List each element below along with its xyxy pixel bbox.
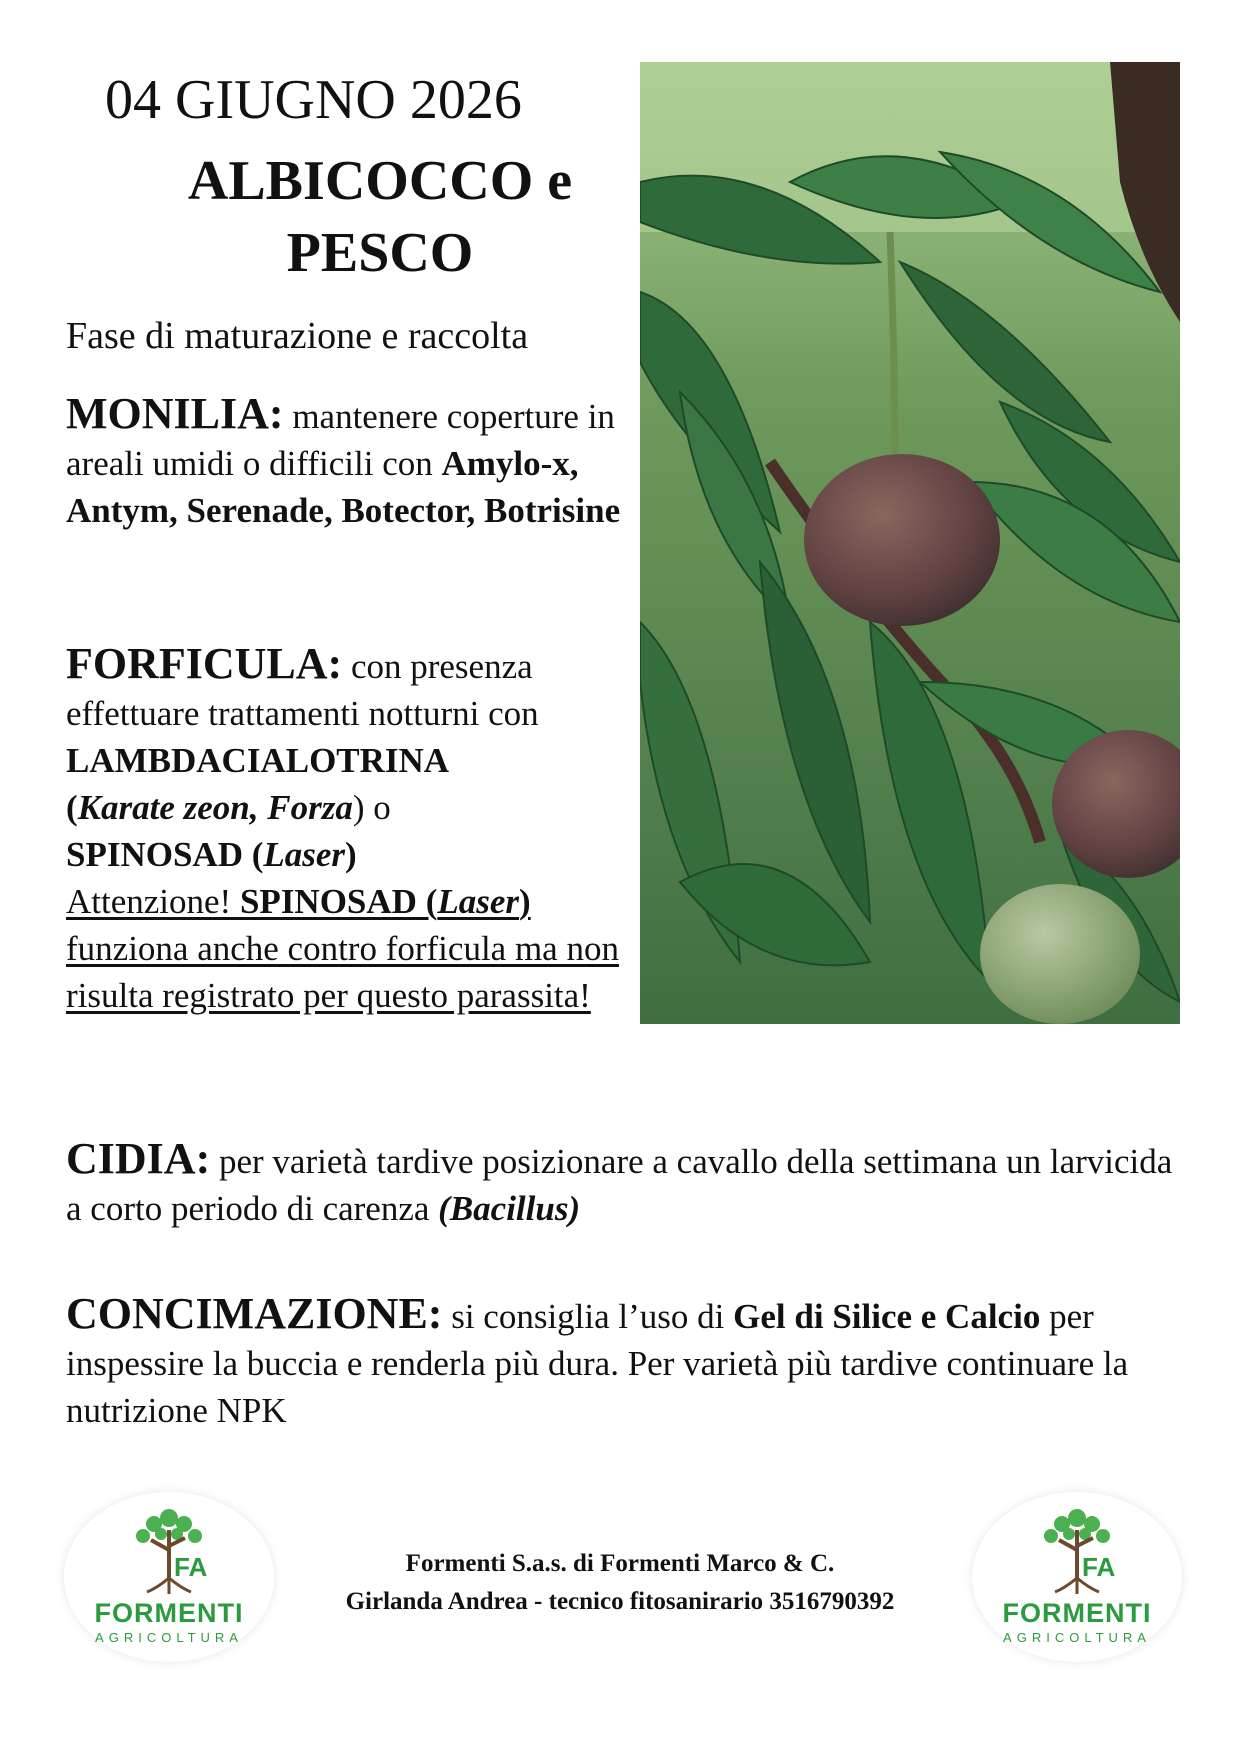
concimazione-text-2: per inspessire la buccia e renderla più dura. Per varietà più tardive continuare la nutrizione NPK bbox=[66, 1297, 1129, 1430]
title-line-1: ALBICOCCO e bbox=[187, 150, 573, 212]
cidia-heading: CIDIA: bbox=[66, 1134, 211, 1183]
forficula-products-1: Karate zeon, Forza bbox=[77, 788, 353, 827]
footer-contact bbox=[260, 1545, 980, 1621]
formenti-logo-right bbox=[972, 1492, 1182, 1662]
warning-start: Attenzione! bbox=[66, 882, 240, 921]
forficula-heading: FORFICULA: bbox=[66, 639, 343, 688]
logo-sub: AGRICOLTURA bbox=[95, 1630, 243, 1645]
warning-product: Laser bbox=[437, 882, 520, 921]
document-date: 04 GIUGNO 2026 bbox=[105, 69, 522, 131]
forficula-warning bbox=[66, 882, 619, 1015]
logo-name: FORMENTI bbox=[1002, 1598, 1152, 1628]
forficula-active-2: SPINOSAD ( bbox=[66, 835, 264, 874]
logo-sub: AGRICOLTURA bbox=[1003, 1630, 1151, 1645]
logo-initials: FA bbox=[1082, 1552, 1116, 1582]
concimazione-section bbox=[66, 1290, 1186, 1434]
footer-technician: Girlanda Andrea - tecnico fitosanirario 3516790392 bbox=[345, 1588, 895, 1615]
cidia-section bbox=[66, 1135, 1186, 1232]
warning-close: ) bbox=[519, 882, 531, 921]
peach-branch-photo bbox=[640, 62, 1180, 1024]
warning-rest: funziona anche contro forficula ma non risulta registrato per questo parassita! bbox=[66, 929, 619, 1015]
concimazione-products: Gel di Silice e Calcio bbox=[733, 1297, 1041, 1336]
forficula-close: ) bbox=[345, 835, 357, 874]
monilia-heading: MONILIA: bbox=[66, 389, 284, 438]
warning-active: SPINOSAD ( bbox=[239, 882, 438, 921]
concimazione-heading: CONCIMAZIONE: bbox=[66, 1289, 443, 1338]
cidia-product: (Bacillus) bbox=[438, 1189, 581, 1228]
formenti-logo-left bbox=[64, 1492, 274, 1662]
forficula-paren: ( bbox=[66, 788, 78, 827]
forficula-active-1: LAMBDACIALOTRINA bbox=[66, 741, 450, 780]
title-line-2: PESCO bbox=[286, 222, 474, 284]
logo-initials: FA bbox=[174, 1552, 208, 1582]
forficula-section bbox=[66, 640, 646, 1019]
document-title bbox=[120, 145, 640, 289]
monilia-text: mantenere coperture in areali umidi o difficili con bbox=[66, 397, 615, 483]
forficula-text: con presenza effettuare trattamenti notturni con bbox=[66, 647, 539, 733]
monilia-section bbox=[66, 390, 646, 534]
tree-icon bbox=[1027, 1500, 1127, 1596]
forficula-product-2: Laser bbox=[263, 835, 346, 874]
concimazione-text-1: si consiglia l’uso di bbox=[442, 1297, 734, 1336]
logo-name: FORMENTI bbox=[94, 1598, 244, 1628]
monilia-products: Amylo-x, Antym, Serenade, Botector, Botrisine bbox=[66, 444, 621, 530]
forficula-or: ) o bbox=[352, 788, 391, 827]
peach-branch-illustration bbox=[640, 62, 1180, 1024]
tree-icon bbox=[119, 1500, 219, 1596]
footer-company: Formenti S.a.s. di Formenti Marco & C. bbox=[405, 1550, 835, 1577]
cidia-text: per varietà tardive posizionare a cavallo della settimana un larvicida a corto periodo di carenza bbox=[66, 1142, 1173, 1228]
phase-subtitle: Fase di maturazione e raccolta bbox=[66, 315, 529, 357]
